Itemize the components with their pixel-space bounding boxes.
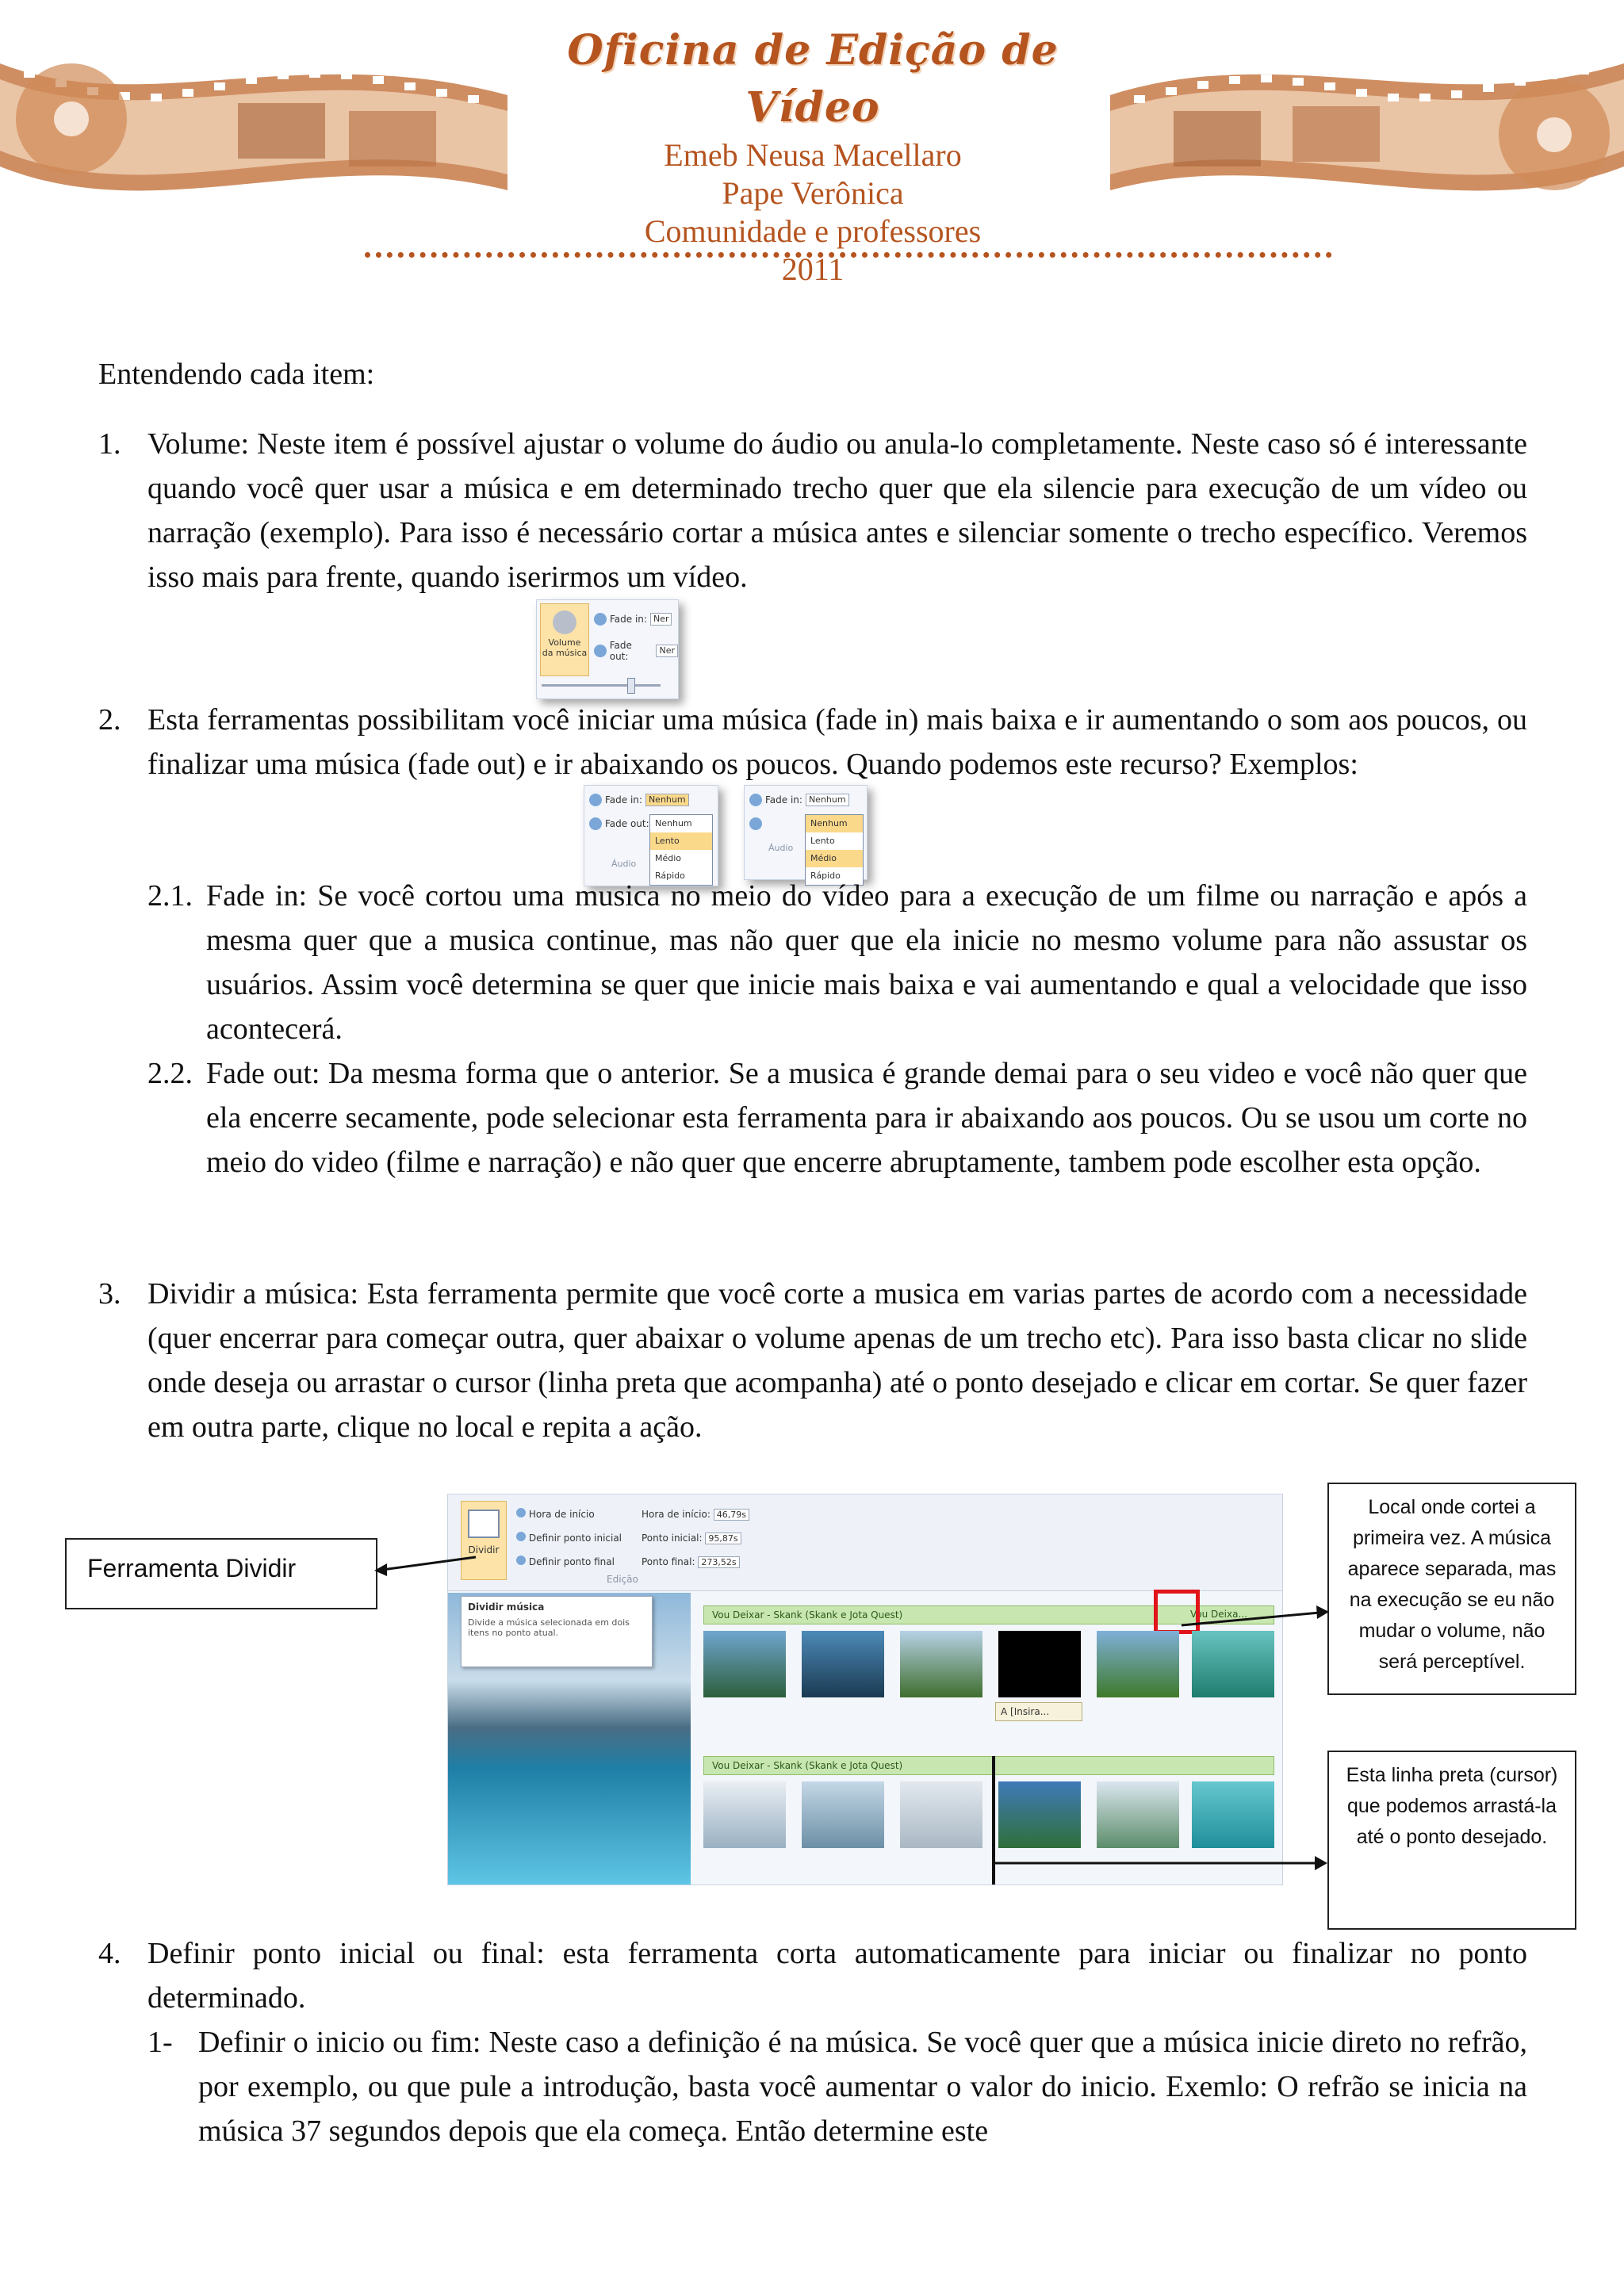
dividir-tooltip xyxy=(461,1596,653,1667)
ribbon-fields xyxy=(642,1502,749,1574)
slide-thumbnail[interactable] xyxy=(998,1781,1081,1848)
fade-out-icon-a xyxy=(589,817,602,830)
fade-out-row-b xyxy=(749,817,762,830)
page-header xyxy=(0,0,1624,285)
dividir-label: Dividir xyxy=(468,1544,500,1556)
option-medio-b[interactable]: Médio xyxy=(806,850,863,867)
track-1b-label[interactable]: Vou Deixa... xyxy=(1190,1609,1247,1620)
item-1-number: 1. xyxy=(98,427,121,461)
item-3-text: Dividir a música: Esta ferramenta permite que você corte a musica em varias partes de acordo com a necessidade (quer encerrar para começar outra, quer abaixar o volume apenas de um trecho etc). Para isso basta clicar no slide onde deseja ou arrastar o cursor (linha preta que acompanha) até o ponto desejado e clicar em cortar. Se quer fazer em outra parte, clique no local e repita a ação. xyxy=(147,1277,1527,1444)
end-point-icon xyxy=(516,1556,526,1565)
volume-label-2: da música xyxy=(542,648,588,658)
music-track-2[interactable] xyxy=(703,1756,1274,1775)
start-point-icon xyxy=(516,1532,526,1541)
audio-group-label-b: Áudio xyxy=(768,843,794,853)
definir-final-label: Definir ponto final xyxy=(528,1556,615,1567)
editor-screenshot xyxy=(447,1494,1283,1885)
fade-in-select-a[interactable]: Nenhum xyxy=(645,794,689,806)
item-2-2-text: Fade out: Da mesma forma que o anterior. Se a musica é grande demai para o seu video e você não quer que ela encerre secamente, pode selecionar esta ferramenta para ir abaixando aos poucos. Ou se usou um corte no meio do video (filme e narração) e não quer que encerre abruptamente, tambem pode escolher esta opção. xyxy=(206,1057,1527,1179)
hora-inicio-command[interactable] xyxy=(516,1502,622,1526)
slide-thumbnail[interactable] xyxy=(703,1781,786,1848)
callout-cut-location: Local onde cortei a primeira vez. A música aparece separada, mas na execução se eu não mudar o volume, não será perceptível. xyxy=(1327,1483,1576,1695)
fade-in-icon-b xyxy=(749,794,762,806)
option-nenhum-b[interactable]: Nenhum xyxy=(806,815,863,832)
ponto-final-field-label: Ponto final: xyxy=(642,1556,695,1567)
fade-in-select-b[interactable]: Nenhum xyxy=(806,794,849,806)
header-dotted-divider xyxy=(365,252,1332,258)
item-1-text: Volume: Neste item é possível ajustar o volume do áudio ou anula-lo completamente. Neste caso só é interessante quando você quer usar a música e em determinado trecho quer que ela silencie para execução de um vídeo ou narração (exemplo). Para isso é necessário cortar a música antes e silenciar somente o trecho específico. Veremos isso mais para frente, quando iserirmos um vídeo. xyxy=(147,427,1527,594)
fade-out-row xyxy=(594,640,678,662)
fade-dropdown-screenshot-b xyxy=(744,785,868,880)
ribbon-commands xyxy=(516,1502,622,1574)
volume-button[interactable] xyxy=(540,603,589,676)
item-4-1-number: 1- xyxy=(147,2026,173,2059)
definir-final-command[interactable] xyxy=(516,1550,622,1574)
fade-out-icon xyxy=(594,645,607,657)
slide-thumbnail[interactable] xyxy=(998,1631,1081,1697)
option-nenhum[interactable]: Nenhum xyxy=(655,818,692,828)
definir-inicial-label: Definir ponto inicial xyxy=(528,1533,622,1544)
slide-thumbnail[interactable] xyxy=(900,1631,982,1697)
item-4-text: Definir ponto inicial ou final: esta ferramenta corta automaticamente para iniciar ou finalizar no ponto determinado. xyxy=(147,1937,1527,2015)
fade-in-icon-a xyxy=(589,794,602,806)
fade-in-label-a: Fade in: xyxy=(605,794,642,806)
film-strip-right-decoration xyxy=(1110,48,1624,230)
fade-out-label-a: Fade out: xyxy=(605,818,649,829)
fade-out-label: Fade out: xyxy=(609,640,632,662)
track-1-label: Vou Deixar - Skank (Skank e Jota Quest) xyxy=(712,1609,903,1621)
fade-dropdown-screenshot-a xyxy=(584,785,718,886)
clock-icon xyxy=(516,1508,526,1517)
fade-out-select[interactable]: Ner xyxy=(656,645,678,657)
arrow-to-cursor-callout xyxy=(991,1847,1332,1879)
hora-inicio-label: Hora de início xyxy=(528,1509,595,1520)
option-medio[interactable]: Médio xyxy=(655,853,682,863)
item-4-number: 4. xyxy=(98,1937,121,1970)
ribbon xyxy=(448,1494,1283,1591)
speaker-icon xyxy=(553,610,576,634)
option-rapido[interactable]: Rápido xyxy=(655,871,685,881)
page-title: Oficina de Edição de Vídeo xyxy=(567,26,1059,132)
option-lento-b[interactable]: Lento xyxy=(810,836,835,846)
header-title-block xyxy=(508,22,1118,289)
fade-in-row-a xyxy=(589,794,689,806)
callout-cursor: Esta linha preta (cursor) que podemos arrastá-la até o ponto desejado. xyxy=(1327,1751,1576,1930)
hora-inicio-field-label: Hora de início: xyxy=(642,1509,710,1520)
volume-label: Volume xyxy=(548,637,581,648)
fade-out-icon-b xyxy=(749,817,762,830)
definir-inicial-command[interactable] xyxy=(516,1526,622,1550)
fade-in-select[interactable]: Ner xyxy=(650,613,672,626)
tooltip-text: Divide a música selecionada em dois itens no ponto atual. xyxy=(468,1617,630,1638)
item-3-number: 3. xyxy=(98,1277,121,1311)
audio-group-label-a: Áudio xyxy=(611,859,637,869)
option-rapido-b[interactable]: Rápido xyxy=(810,871,841,881)
hora-inicio-field[interactable]: 46,79s xyxy=(714,1509,749,1521)
ponto-inicial-field-label: Ponto inicial: xyxy=(642,1533,703,1544)
item-2-2-number: 2.2. xyxy=(147,1057,193,1090)
slide-thumbnail[interactable] xyxy=(900,1781,982,1848)
fade-in-row xyxy=(594,613,672,626)
arrow-to-dividir xyxy=(373,1546,484,1594)
item-2-1-number: 2.1. xyxy=(147,879,193,913)
arrow-to-cut-callout xyxy=(1174,1601,1332,1641)
item-2-1-text: Fade in: Se você cortou uma musica no meio do vídeo para a execução de um filme ou narração e após a mesma quer que a musica continue, mas não quer que ela inicie no mesmo volume para não assustar os usuários. Assim você determina se quer que inicie mais baixa e vai aumentando e qual a velocidade que isso acontecerá. xyxy=(206,879,1527,1046)
slide-thumbnail[interactable] xyxy=(1097,1781,1179,1848)
callout-ferramenta-dividir: Ferramenta Dividir xyxy=(65,1538,377,1609)
audience: Comunidade e professores xyxy=(644,213,982,249)
volume-panel-screenshot xyxy=(536,599,679,699)
ponto-inicial-field[interactable]: 95,87s xyxy=(705,1533,741,1544)
track-2-label: Vou Deixar - Skank (Skank e Jota Quest) xyxy=(712,1760,903,1771)
slide-thumbnail[interactable] xyxy=(802,1781,884,1848)
split-icon xyxy=(468,1510,500,1538)
item-4-1-text: Definir o inicio ou fim: Neste caso a definição é na música. Se você quer que a música inicie direto no refrão, por exemplo, ou que pule a introdução, basta você aumentar o valor do inicio. Exemlo: O refrão se inicia na música 37 segundos depois que ela começa. Então determine este xyxy=(198,2026,1527,2148)
school-location: Pape Verônica xyxy=(722,175,904,211)
fade-out-row-a xyxy=(589,817,649,830)
tooltip-title: Dividir música xyxy=(468,1601,545,1613)
volume-slider-thumb[interactable] xyxy=(627,678,635,694)
fade-in-icon xyxy=(594,613,607,626)
school-name: Emeb Neusa Macellaro xyxy=(664,137,962,173)
ponto-final-field[interactable]: 273,52s xyxy=(698,1556,739,1568)
film-strip-left-decoration xyxy=(0,48,508,230)
slide-thumbnail[interactable] xyxy=(703,1631,786,1697)
slide-thumbnail[interactable] xyxy=(802,1631,884,1697)
edicao-group-label: Edição xyxy=(607,1574,638,1585)
slide-thumbnail[interactable] xyxy=(1097,1631,1179,1697)
item-2-text: Esta ferramentas possibilitam você iniciar uma música (fade in) mais baixa e ir aumentando o som aos poucos, ou finalizar uma música (fade out) e ir abaixando os poucos. Quando podemos este recurso? Exemplos: xyxy=(147,703,1527,781)
year: 2011 xyxy=(781,251,845,287)
slide-thumbnail[interactable] xyxy=(1192,1781,1274,1848)
fade-in-row-b xyxy=(749,794,849,806)
fade-in-label: Fade in: xyxy=(610,614,647,625)
item-2-number: 2. xyxy=(98,703,121,737)
volume-slider-track[interactable] xyxy=(542,684,661,687)
caption-item[interactable]: A [Insira... xyxy=(995,1702,1082,1721)
intro-heading: Entendendo cada item: xyxy=(98,358,375,391)
option-lento[interactable]: Lento xyxy=(650,832,712,850)
fade-in-label-b: Fade in: xyxy=(765,794,802,806)
